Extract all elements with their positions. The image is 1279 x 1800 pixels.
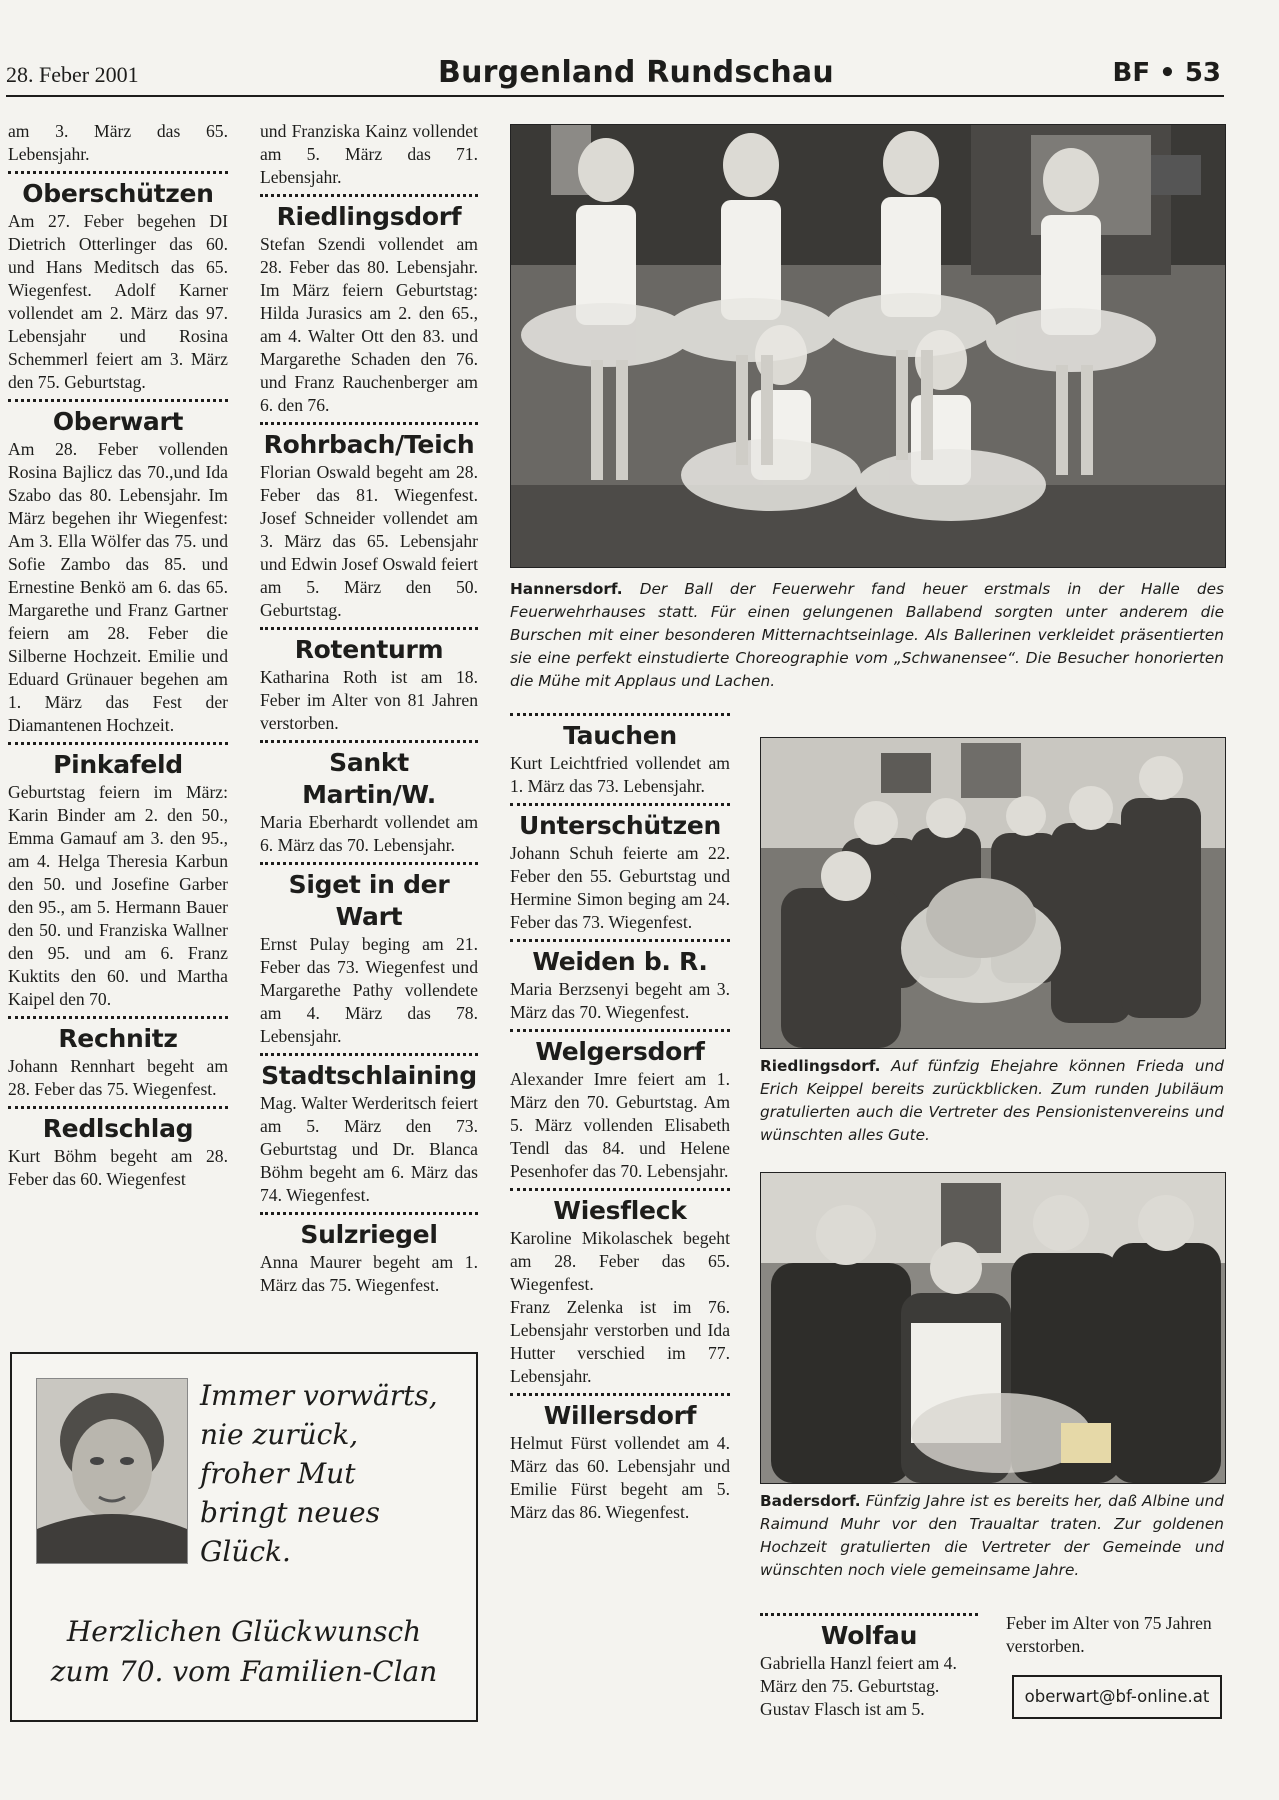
intro-text: am 3. März das 65. Lebensjahr. (8, 121, 228, 164)
dotted-divider (260, 1212, 478, 1215)
text-oberschuetzen: Am 27. Feber begehen DI Dietrich Otterlinger das 60. und Hans Meditsch das 65. Wiegenfest. Adolf Karner vollendet am 2. März das 97. Lebensjahr und Rosina Schemmerl feiert am 3. März den 75. Geburtstag. (8, 211, 228, 392)
newspaper-title: Burgenland Rundschau (438, 55, 834, 90)
ad-greeting (12, 1612, 476, 1692)
heading-oberwart: Oberwart (52, 407, 184, 436)
caption-text: Der Ball der Feuerwehr fand heuer erstmals in der Halle des Feuerwehrhauses statt. Für einen gelungenen Ballabend sorgten unter anderem die Burschen mit einer besonderen Mitternachtseinlage. Als Ballerinen verkleidet präsentierten sie eine perfekt einstudierte Choreographie vom „Schwanensee“. Die Besucher honorierten die Mühe mit Applaus und Lachen. (510, 580, 1224, 690)
heading-redlschlag: Redlschlag (42, 1114, 194, 1143)
heading-wiesfleck: Wiesfleck (553, 1196, 687, 1225)
heading-rechnitz: Rechnitz (58, 1024, 178, 1053)
birthday-ad (10, 1352, 478, 1722)
dotted-divider (760, 1613, 978, 1616)
dotted-divider (260, 862, 478, 865)
portrait-photo (36, 1378, 188, 1564)
heading-tauchen: Tauchen (563, 721, 677, 750)
motto-line: Immer vorwärts, (200, 1379, 438, 1412)
motto-line: froher Mut (200, 1457, 356, 1490)
column-5 (1006, 1612, 1226, 1658)
text-wiesfleck-2: Franz Zelenka ist im 76. Lebensjahr verstorben und Ida Hutter verschied im 77. Lebensjahr. (510, 1297, 730, 1386)
heading-weiden: Weiden b. R. (532, 947, 708, 976)
intro-text: und Franziska Kainz vollendet am 5. März das 71. Lebensjahr. (260, 121, 478, 187)
text-sulzriegel: Anna Maurer begeht am 1. März das 75. Wiegenfest. (260, 1252, 478, 1295)
caption-riedlingsdorf (760, 1055, 1224, 1147)
text-redlschlag: Kurt Böhm begeht am 28. Feber das 60. Wiegenfest (8, 1146, 228, 1189)
text-sankt-martin: Maria Eberhardt vollendet am 6. März das 70. Lebensjahr. (260, 812, 478, 855)
dotted-divider (8, 171, 228, 174)
text-rechnitz: Johann Rennhart begeht am 28. Feber das 75. Wiegenfest. (8, 1056, 228, 1099)
heading-wolfau: Wolfau (820, 1621, 918, 1650)
dotted-divider (510, 803, 730, 806)
heading-rotenturm: Rotenturm (294, 635, 444, 664)
heading-willersdorf: Willersdorf (543, 1401, 697, 1430)
dotted-divider (260, 422, 478, 425)
email-address[interactable]: oberwart@bf-online.at (1012, 1675, 1222, 1719)
portrait-illustration (37, 1379, 187, 1563)
text-wolfau: Gabriella Hanzl feiert am 4. März den 75. Geburtstag. Gustav Flasch ist am 5. (760, 1653, 957, 1719)
text-tauchen: Kurt Leichtfried vollendet am 1. März das 73. Lebensjahr. (510, 753, 730, 796)
heading-stadtschlaining: Stadtschlaining (261, 1061, 477, 1090)
text-willersdorf: Helmut Fürst vollendet am 4. März das 60. Lebensjahr und Emilie Fürst begeht am 5. März das 86. Wiegenfest. (510, 1433, 730, 1522)
heading-unterschuetzen: Unterschützen (519, 811, 721, 840)
heading-siget-in-der-wart: Siget in der Wart (288, 870, 450, 931)
text-wiesfleck-1: Karoline Mikolaschek begeht am 28. Feber das 65. Wiegenfest. (510, 1228, 730, 1294)
issue-date: 28. Feber 2001 (6, 62, 139, 87)
dotted-divider (260, 1053, 478, 1056)
text-siget-in-der-wart: Ernst Pulay beging am 21. Feber das 73. Wiegenfest und Margarethe Pathy vollendete am 4. März das 78. Lebensjahr. (260, 934, 478, 1046)
text-weiden: Maria Berzsenyi begeht am 3. März das 70. Wiegenfest. (510, 979, 730, 1022)
caption-location: Hannersdorf. (510, 580, 623, 598)
photo-riedlingsdorf-couple (760, 737, 1226, 1049)
greeting-line: zum 70. vom Familien-Clan (50, 1655, 438, 1688)
text-welgersdorf: Alexander Imre feiert am 1. März den 70. Geburtstag. Am 5. März vollenden Elisabeth Tendl das 84. und Helene Pesenhofer das 70. Lebensjahr. (510, 1069, 730, 1181)
caption-hannersdorf (510, 578, 1224, 693)
couple-illustration (761, 1173, 1225, 1483)
motto-line: bringt neues (200, 1496, 380, 1529)
heading-pinkafeld: Pinkafeld (53, 750, 183, 779)
column-3 (510, 713, 730, 1524)
ad-motto (200, 1376, 470, 1571)
caption-location: Badersdorf. (760, 1492, 861, 1510)
dotted-divider (260, 194, 478, 197)
caption-badersdorf (760, 1490, 1224, 1582)
text-unterschuetzen: Johann Schuh feierte am 22. Feber den 55. Geburtstag und Hermine Simon beging am 24. Feber das 73. Wiegenfest. (510, 843, 730, 932)
text-rotenturm: Katharina Roth ist am 18. Feber im Alter von 81 Jahren verstorben. (260, 667, 478, 733)
couple-illustration (761, 738, 1225, 1048)
photo-badersdorf-couple (760, 1172, 1226, 1484)
heading-sankt-martin: Sankt Martin/W. (302, 748, 436, 809)
heading-riedlingsdorf: Riedlingsdorf (276, 202, 462, 231)
dotted-divider (8, 1106, 228, 1109)
dotted-divider (8, 1016, 228, 1019)
dotted-divider (510, 1393, 730, 1396)
text-riedlingsdorf: Stefan Szendi vollendet am 28. Feber das 80. Lebensjahr. Im März feiern Geburtstag: Hilda Jurasics am 2. den 65., am 4. Walter Ott den 83. und Margarethe Schaden den 76. und Franz Rauchenberger am 6. den 76. (260, 234, 478, 415)
greeting-line: Herzlichen Glückwunsch (66, 1615, 422, 1648)
text-pinkafeld: Geburtstag feiern im März: Karin Binder am 2. den 50., Emma Gamauf am 3. den 95., am 4. Helga Theresia Karbun den 50. und Josefine Garber den 95., am 5. Hermann Bauer den 50. und Franziska Wallner den 95. und am 6. Franz Kuktits den 60. und Martha Kaipel den 70. (8, 782, 228, 1009)
heading-welgersdorf: Welgersdorf (535, 1037, 705, 1066)
dotted-divider (510, 939, 730, 942)
column-1 (8, 120, 228, 1191)
text-continued: Feber im Alter von 75 Jahren verstorben. (1006, 1613, 1212, 1656)
dotted-divider (260, 627, 478, 630)
heading-oberschuetzen: Oberschützen (22, 179, 214, 208)
dotted-divider (510, 713, 730, 716)
column-2 (260, 120, 478, 1297)
dotted-divider (260, 740, 478, 743)
dotted-divider (8, 399, 228, 402)
text-oberwart: Am 28. Feber vollenden Rosina Bajlicz das 70.,und Ida Szabo das 80. Lebensjahr. Im März begehen ihr Wiegenfest: Am 3. Ella Wölfer das 75. und Sofie Zambo das 85. und Ernestine Benkö am 6. das 65. Margarethe und Franz Gartner feiern am 28. Feber die Silberne Hochzeit. Emilie und Eduard Grünauer begehen am 1. März das Fest der Diamantenen Hochzeit. (8, 439, 228, 735)
text-stadtschlaining: Mag. Walter Werderitsch feiert am 5. März den 73. Geburtstag und Dr. Blanca Böhm begeht am 6. März das 74. Wiegenfest. (260, 1093, 478, 1205)
motto-line: Glück. (200, 1535, 291, 1568)
heading-sulzriegel: Sulzriegel (300, 1220, 438, 1249)
text-rohrbach-teich: Florian Oswald begeht am 28. Feber das 81. Wiegenfest. Josef Schneider vollendet am 3. März das 65. Lebensjahr und Edwin Josef Oswald feiert am 5. März den 50. Geburtstag. (260, 462, 478, 620)
dotted-divider (8, 742, 228, 745)
caption-text: Fünfzig Jahre ist es bereits her, daß Albine und Raimund Muhr vor den Traualtar traten. Zur goldenen Hochzeit gratulierten die Vertreter der Gemeinde und wünschten noch viele gemeinsame Jahre. (760, 1492, 1224, 1579)
dotted-divider (510, 1029, 730, 1032)
dotted-divider (510, 1188, 730, 1191)
ballerinas-illustration (511, 125, 1225, 567)
caption-text: Auf fünfzig Ehejahre können Frieda und Erich Keippel bereits zurückblicken. Zum runden Jubiläum gratulierten auch die Vertreter des Pensionistenvereins und wünschten alles Gute. (760, 1057, 1224, 1144)
caption-location: Riedlingsdorf. (760, 1057, 881, 1075)
page-number: BF • 53 (1112, 58, 1221, 88)
motto-line: nie zurück, (200, 1418, 359, 1451)
column-4 (760, 1613, 978, 1721)
heading-rohrbach-teich: Rohrbach/Teich (263, 430, 475, 459)
header-rule (6, 95, 1224, 97)
photo-hannersdorf-ballerinas (510, 124, 1226, 568)
